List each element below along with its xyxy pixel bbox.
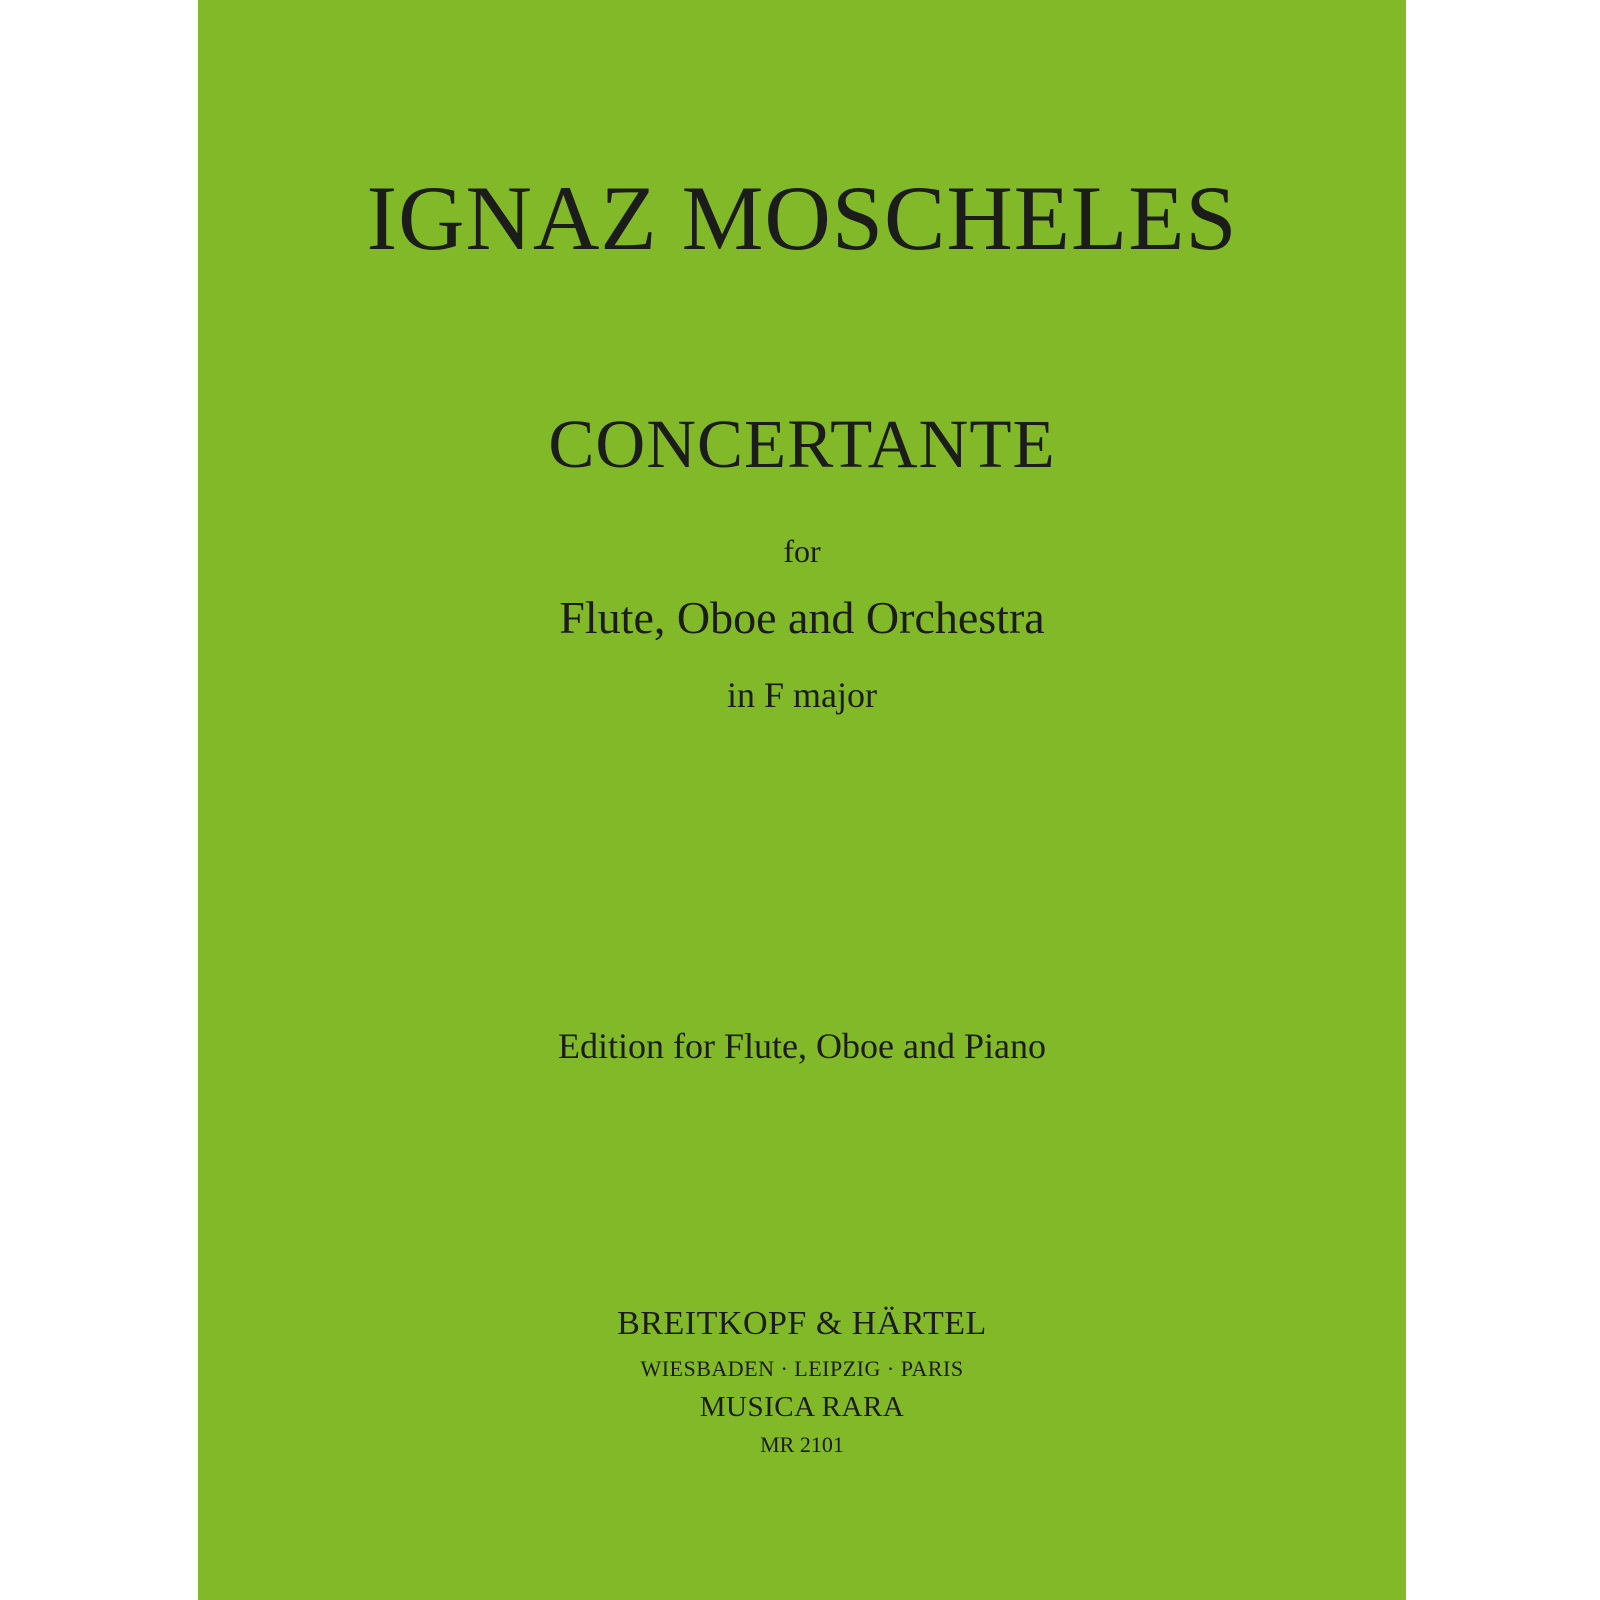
edition-note: Edition for Flute, Oboe and Piano — [558, 1026, 1046, 1066]
key-signature: in F major — [727, 675, 877, 715]
publisher-name: BREITKOPF & HÄRTEL — [617, 1305, 987, 1342]
score-cover — [198, 0, 1406, 1600]
imprint-name: MUSICA RARA — [699, 1391, 905, 1423]
work-title: CONCERTANTE — [548, 406, 1056, 482]
publisher-cities: WIESBADEN · LEIPZIG · PARIS — [640, 1356, 964, 1381]
composer-name: IGNAZ MOSCHELES — [366, 167, 1238, 269]
for-label: for — [783, 533, 821, 569]
instrumentation: Flute, Oboe and Orchestra — [559, 592, 1045, 643]
catalog-number: MR 2101 — [760, 1432, 844, 1457]
